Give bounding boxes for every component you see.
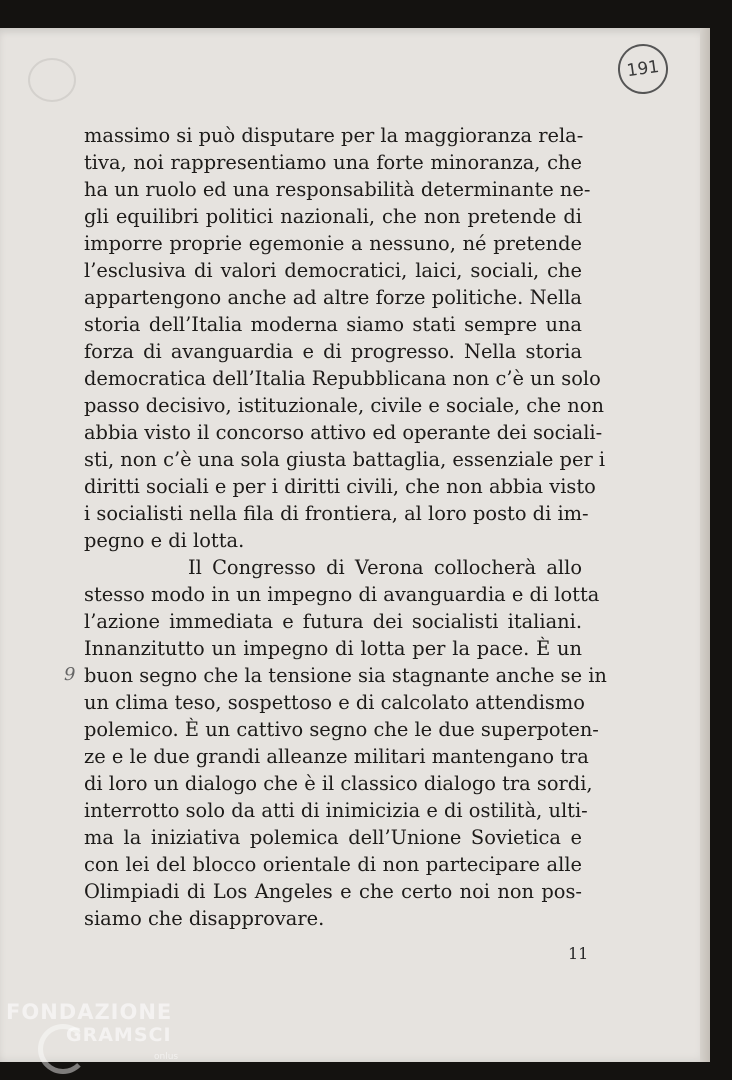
text-line: ze e le due grandi alleanze militari mantengano tra [84,745,589,768]
text-line: interrotto solo da atti di inimicizia e di ostilità, ulti- [84,799,588,822]
text-line: passo decisivo, istituzionale, civile e sociale, che non [84,394,604,417]
page-number: 11 [568,944,589,963]
text-line: diritti sociali e per i diritti civili, che non abbia visto [84,475,596,498]
text-line: democratica dell’Italia Repubblicana non c’è un solo [84,367,601,390]
watermark-line-2: GRAMSCI [66,1024,172,1046]
text-line: imporre proprie egemonie a nessuno, né pretende [84,232,582,255]
text-line: stesso modo in un impegno di avanguardia e di lotta [84,583,600,606]
paragraph-2 [84,554,607,932]
page-edge [700,28,710,1062]
text-line: tiva, noi rappresentiamo una forte minoranza, che [84,151,582,174]
text-line: ha un ruolo ed una responsabilità determinante ne- [84,178,591,201]
text-line: appartengono anche ad altre forze politiche. Nella [84,286,582,309]
text-line: buon segno che la tensione sia stagnante anche se in [84,664,607,687]
text-line: con lei del blocco orientale di non partecipare alle [84,853,582,876]
text-line: ma la iniziativa polemica dell’Unione Sovietica e [84,826,582,849]
text-line: Innanzitutto un impegno di lotta per la pace. È un [84,637,582,660]
text-line: l’azione immediata e futura dei socialisti italiani. [84,610,582,633]
text-line: di loro un dialogo che è il classico dialogo tra sordi, [84,772,593,795]
text-line: un clima teso, sospettoso e di calcolato attendismo [84,691,585,714]
text-line: i socialisti nella fila di frontiera, al loro posto di im- [84,502,589,525]
text-line: sti, non c’è una sola giusta battaglia, essenziale per i [84,448,606,471]
body-text [84,122,607,932]
text-line: l’esclusiva di valori democratici, laici, sociali, che [84,259,582,282]
text-line: forza di avanguardia e di progresso. Nella storia [84,340,582,363]
text-line: Olimpiadi di Los Angeles e che certo noi non pos- [84,880,582,903]
watermark-line-3: onlus [154,1052,179,1062]
text-line: Il Congresso di Verona collocherà allo [188,556,582,579]
watermark-line-1: FONDAZIONE [6,1000,173,1024]
paragraph-1 [84,122,606,554]
text-line: pegno e di lotta. [84,529,245,552]
text-line: massimo si può disputare per la maggioranza rela- [84,124,584,147]
text-line: siamo che disapprovare. [84,907,325,930]
text-line: polemico. È un cattivo segno che le due superpoten- [84,718,599,741]
watermark-logo [6,998,196,1078]
text-line: storia dell’Italia moderna siamo stati sempre una [84,313,582,336]
archive-number-stamp: 191 [615,41,671,97]
text-line: abbia visto il concorso attivo ed operante dei sociali- [84,421,603,444]
margin-annotation: 9 [64,664,76,685]
text-line: gli equilibri politici nazionali, che non pretende di [84,205,582,228]
faded-stamp [28,58,76,102]
